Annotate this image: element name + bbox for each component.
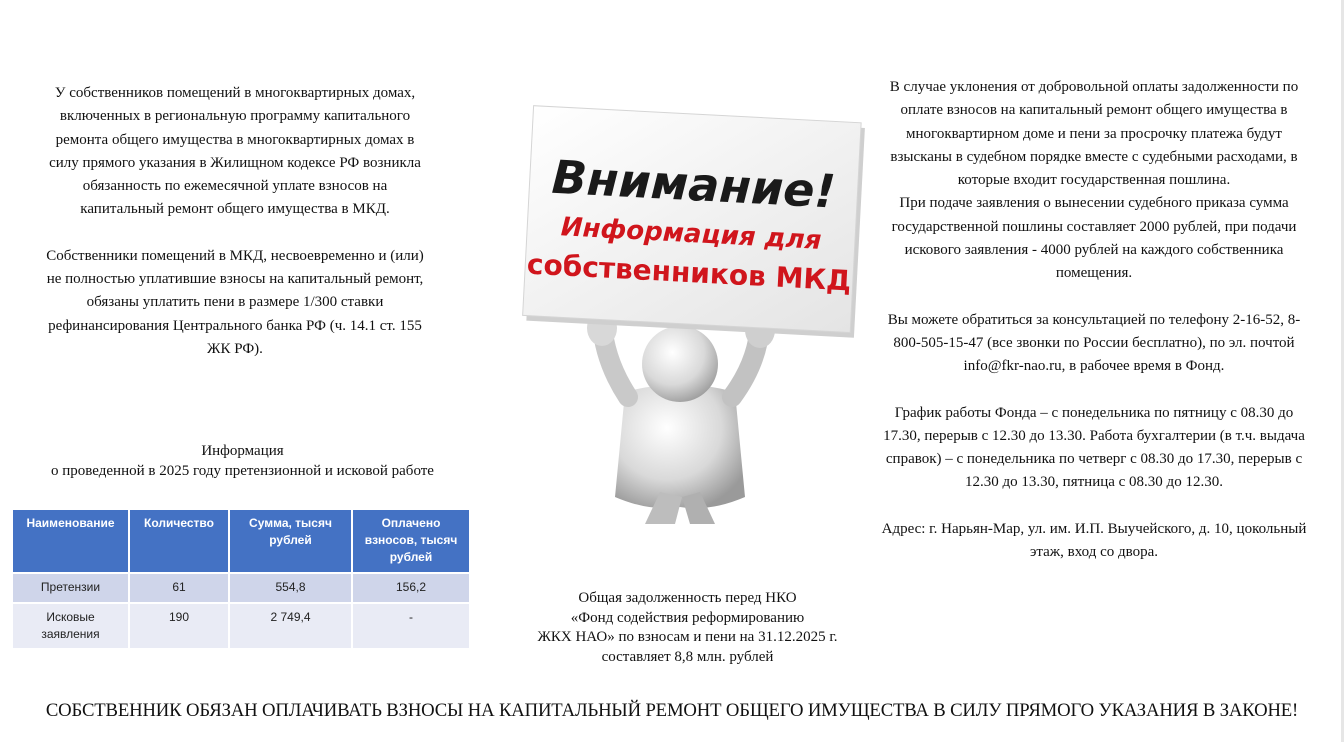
header-name: Наименование — [13, 510, 128, 572]
table-cell: 554,8 — [230, 574, 351, 602]
table-cell: Претензии — [13, 574, 128, 602]
left-paragraph-penalty: Собственники помещений в МКД, несвоевременно и (или) не полностью уплатившие взносы на капитальный ремонт, обязаны уплатить пени в размере 1/300 ставки рефинансирования Центрального банка РФ (ч. 14.1 ст. 155 ЖК РФ). — [46, 247, 424, 357]
table-row — [13, 574, 469, 602]
claims-table — [11, 508, 471, 650]
right-paragraph-duty: При подаче заявления о вынесении судебного приказа сумма государственной пошлины составляет 2000 рублей, при подачи искового заявления - 4000 рублей на каждого собственника помещения. — [891, 195, 1297, 282]
debt-line4: составляет 8,8 млн. рублей — [601, 648, 774, 665]
debt-line1: Общая задолженность перед НКО — [578, 590, 797, 606]
footer-warning: СОБСТВЕННИК ОБЯЗАН ОПЛАЧИВАТЬ ВЗНОСЫ НА КАПИТАЛЬНЫЙ РЕМОНТ ОБЩЕГО ИМУЩЕСТВА В СИЛУ ПРЯМОГО УКАЗАНИЯ В ЗАКОНЕ! — [45, 700, 1299, 721]
table-cell: Исковые заявления — [13, 604, 128, 648]
right-paragraph-schedule: График работы Фонда – с понедельника по пятницу с 08.30 до 17.30, перерыв с 12.30 до 13.30. Работа бухгалтерии (в т.ч. выдача справок) – с понедельника по четверг с 08.30 до 17.30, перерыв с 12.30 до 13.30, пятница с 08.30 до 12.30. — [883, 404, 1305, 491]
right-paragraph-contacts: Вы можете обратиться за консультацией по телефону 2-16-52, 8-800-505-15-47 (все звонки по России бесплатно), по эл. почтой info@fkr-nao.ru, в рабочее время в Фонд. — [887, 311, 1301, 375]
attention-poster-illustration — [510, 92, 870, 524]
debt-line2: «Фонд содействия реформированию — [570, 609, 805, 626]
total-debt-note — [510, 589, 865, 667]
table-cell: - — [353, 604, 469, 648]
header-paid: Оплачено взносов, тысяч рублей — [353, 510, 469, 572]
table-cell: 190 — [130, 604, 228, 648]
right-paragraph-court: В случае уклонения от добровольной оплаты задолженности по оплате взносов на капитальный ремонт общего имущества в многоквартирном доме и пени за просрочку платежа будут взысканы в судебном порядке вместе с судебными расходами, в которые входит государственная пошлина. — [889, 79, 1299, 189]
header-sum: Сумма, тысяч рублей — [230, 510, 351, 572]
sign-line-attention: Внимание! — [550, 149, 837, 219]
table-cell: 2 749,4 — [230, 604, 351, 648]
right-text-block — [880, 76, 1308, 564]
sign-line-owners: собственников МКД — [526, 247, 853, 298]
left-text-block — [40, 82, 430, 361]
table-cell: 156,2 — [353, 574, 469, 602]
table-row — [13, 604, 469, 648]
figure-body — [587, 310, 775, 524]
table-cell: 61 — [130, 574, 228, 602]
right-paragraph-address: Адрес: г. Нарьян-Мар, ул. им. И.П. Выучейского, д. 10, цокольный этаж, вход со двора. — [881, 520, 1307, 561]
claims-info-title — [15, 441, 470, 481]
left-paragraph-obligation: У собственников помещений в многоквартирных домах, включенных в региональную программу капитального ремонта общего имущества в многоквартирных домах в силу прямого указания в Жилищном кодексе РФ возникла обязанность по ежемесячной уплате взносов на капитальный ремонт общего имущества в МКД. — [49, 85, 421, 218]
claims-info-title-line2: о проведенной в 2025 году претензионной и исковой работе — [51, 463, 434, 479]
sign-line-information: Информация для — [560, 212, 823, 256]
header-count: Количество — [130, 510, 228, 572]
table-header-row — [13, 510, 469, 572]
debt-line3: ЖКХ НАО» по взносам и пени на 31.12.2025 г. — [537, 629, 838, 645]
claims-info-title-line1: Информация — [201, 443, 284, 459]
attention-sign — [522, 106, 865, 338]
